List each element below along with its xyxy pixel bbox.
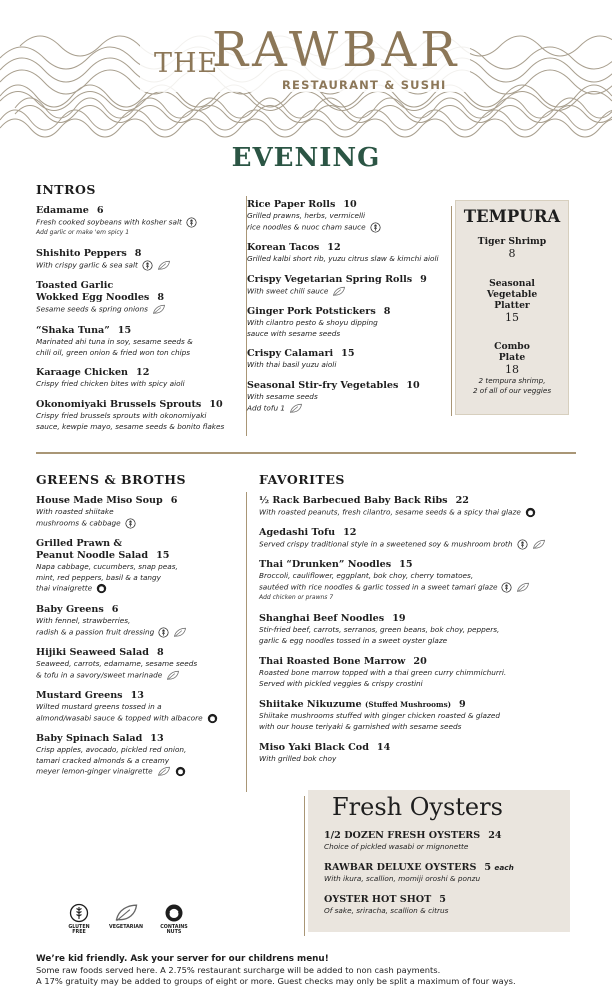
item-desc: chili oil, green onion & fried won ton chips [36, 347, 191, 357]
vegetarian-icon [157, 766, 171, 777]
item-desc: Broccoli, cauliflower, eggplant, bok choy, cherry tomatoes, [259, 571, 474, 580]
oysters-box [308, 790, 570, 932]
item-price: 5 [484, 862, 492, 873]
item-desc: with our house teriyaki & garnished with sesame seeds [259, 721, 462, 731]
item-price: 10 [343, 199, 357, 210]
item-name: Shishito Peppers [36, 248, 127, 259]
oysters-divider [304, 796, 305, 936]
item-price: 8 [134, 248, 142, 259]
tempura-divider [451, 206, 452, 416]
item-desc: Fresh cooked soybeans with kosher salt [36, 217, 182, 227]
greens-heading: GREENS & BROTHS [36, 472, 187, 487]
menu-item [36, 733, 186, 777]
vegetarian-icon [332, 286, 346, 297]
item-name: Seasonal Stir-fry Vegetables [247, 380, 399, 391]
gluten-free-icon [186, 217, 197, 228]
item-name: Agedashi Tofu [259, 527, 336, 538]
item-desc: garlic & egg noodles tossed in a sweet oyster glaze [259, 635, 448, 645]
item-desc: With thai basil yuzu aioli [247, 360, 337, 369]
menu-item [36, 399, 224, 432]
contains-nuts-icon [207, 713, 218, 724]
item-price: 15 [117, 325, 132, 336]
menu-item [259, 495, 536, 518]
item-name: Thai Roasted Bone Marrow [259, 656, 406, 667]
menu-item [247, 348, 355, 371]
legend-vegetarian [108, 902, 144, 930]
item-price: 15 [399, 559, 413, 570]
item-desc: Grilled prawns, herbs, vermicelli [247, 211, 366, 220]
footer-gratuity: A 17% gratuity may be added to groups of eight or more. Guest checks may only be split a maximum of four ways. [36, 976, 516, 986]
column-divider [246, 492, 247, 792]
menu-item [324, 894, 448, 917]
item-name: Shanghai Beef Noodles [259, 613, 385, 624]
gluten-free-icon [125, 518, 136, 529]
item-desc: Crisp apples, avocado, pickled red onion, [36, 745, 187, 754]
item-name: Rice Paper Rolls [247, 199, 336, 210]
item-name: Crispy Calamari [247, 348, 334, 359]
item-desc: Served with pickled veggies & crispy crostini [259, 678, 423, 688]
tempura-item [456, 341, 568, 396]
item-desc: meyer lemon-ginger vinaigrette [36, 766, 153, 776]
tempura-item [456, 236, 568, 260]
item-name: OYSTER HOT SHOT [324, 894, 432, 905]
item-name-line1: Toasted Garlic [36, 280, 114, 291]
item-name: Wokked Egg Noodles [36, 292, 150, 303]
item-name: Ginger Pork Potstickers [247, 306, 376, 317]
item-name: Mustard Greens [36, 690, 123, 701]
item-name: Peanut Noodle Salad [36, 550, 149, 561]
item-desc: almond/wasabi sauce & topped with albacore [36, 713, 203, 723]
item-name: House Made Miso Soup [36, 495, 163, 506]
oysters-heading: Fresh Oysters [332, 793, 503, 821]
menu-item [259, 742, 390, 765]
item-desc: mint, red peppers, basil & a tangy [36, 572, 162, 582]
item-price: 22 [455, 495, 469, 506]
footer [36, 953, 581, 987]
item-price: 8 [156, 647, 164, 658]
item-price: 9 [420, 274, 427, 285]
item-desc: Stir-fried beef, carrots, serranos, green beans, bok choy, peppers, [259, 625, 500, 634]
legend-contains-nuts [153, 902, 195, 935]
item-desc: With fennel, strawberries, [36, 616, 131, 625]
item-price: 5 [439, 894, 446, 905]
item-desc: Add tofu 1 [247, 403, 286, 413]
tempura-item [456, 278, 568, 324]
item-desc: Choice of pickled wasabi or mignonette [324, 842, 469, 851]
gluten-free-icon [69, 903, 89, 923]
item-name: Thai “Drunken” Noodles [259, 559, 392, 570]
vegetarian-icon [114, 903, 139, 923]
header-banner [0, 0, 612, 140]
item-name: Baby Spinach Salad [36, 733, 143, 744]
gluten-free-icon [158, 627, 169, 638]
vegetarian-icon [173, 627, 187, 638]
item-price: 13 [150, 733, 164, 744]
item-desc: 2 tempura shrimp, [478, 376, 546, 385]
item-name: Karaage Chicken [36, 367, 129, 378]
item-desc: Napa cabbage, cucumbers, snap peas, [36, 562, 178, 571]
item-name: Miso Yaki Black Cod [259, 742, 369, 753]
item-desc: radish & a passion fruit dressing [36, 627, 155, 637]
item-price: 6 [96, 205, 104, 216]
menu-item [324, 862, 514, 885]
vegetarian-icon [152, 304, 166, 315]
item-price: 15 [505, 311, 519, 324]
item-price: 6 [111, 604, 119, 615]
item-price: 8 [508, 247, 516, 260]
gluten-free-icon [501, 582, 512, 593]
menu-item [36, 248, 171, 271]
item-name: Korean Tacos [247, 242, 320, 253]
menu-item [36, 690, 218, 724]
menu-item [36, 325, 193, 358]
intros-heading: INTROS [36, 182, 96, 197]
logo-subtitle: RESTAURANT & SUSHI [282, 78, 447, 92]
vegetarian-icon [157, 260, 171, 271]
item-desc: Marinated ahi tuna in soy, sesame seeds & [36, 337, 193, 346]
vegetarian-icon [532, 539, 546, 550]
item-desc: sauce with sesame seeds [247, 328, 341, 338]
item-unit: each [494, 863, 514, 872]
item-price: 8 [383, 306, 391, 317]
item-desc: With cilantro pesto & shoyu dipping [247, 318, 378, 327]
vegetarian-icon [166, 670, 180, 681]
item-price: 15 [341, 348, 355, 359]
item-desc: Roasted bone marrow topped with a thai green curry chimmichurri. [259, 668, 507, 677]
item-note: Add garlic or make 'em spicy 1 [36, 229, 130, 237]
item-desc: rice noodles & nuoc cham sauce [247, 222, 366, 232]
item-desc: Sesame seeds & spring onions [36, 304, 148, 314]
menu-item [259, 527, 546, 550]
logo-the: THE [154, 48, 219, 79]
item-desc: sautéed with rice noodles & garlic tossed in a sweet tamari glaze [259, 582, 498, 592]
menu-item [259, 559, 530, 602]
menu-item [259, 613, 499, 646]
item-price: 12 [327, 242, 341, 253]
item-price: 15 [156, 550, 170, 561]
footer-kid-friendly: We’re kid friendly. Ask your server for our childrens menu! [36, 954, 329, 964]
menu-item [247, 242, 439, 265]
legend-gluten-free [64, 902, 94, 935]
item-name: “Shaka Tuna” [36, 325, 110, 336]
item-desc: Wilted mustard greens tossed in a [36, 702, 162, 711]
item-desc: With roasted peanuts, fresh cilantro, sesame seeds & a spicy thai glaze [259, 507, 521, 517]
item-desc: Crispy fried chicken bites with spicy aioli [36, 379, 185, 388]
item-name: Tiger Shrimp [477, 236, 547, 247]
menu-item [36, 205, 197, 237]
item-price: 8 [157, 292, 165, 303]
legend-label: CONTAINS NUTS [160, 924, 188, 935]
vegetarian-icon [289, 403, 303, 414]
item-price: 9 [459, 699, 466, 710]
item-name: Vegetable [486, 289, 538, 300]
item-desc: & tofu in a savory/sweet marinade [36, 670, 163, 680]
item-name: Hijiki Seaweed Salad [36, 647, 149, 658]
item-name: Shiitake Nikuzume [259, 699, 362, 710]
menu-item [259, 699, 500, 732]
item-desc: thai vinaigrette [36, 583, 93, 593]
section-divider [36, 452, 576, 454]
menu-item [36, 280, 166, 315]
item-price: 12 [136, 367, 150, 378]
item-desc: With sweet chili sauce [247, 286, 329, 296]
contains-nuts-icon [164, 903, 184, 923]
item-name: Plate [498, 352, 526, 363]
item-price: 10 [406, 380, 420, 391]
item-desc: Crispy fried brussels sprouts with okonomiyaki [36, 411, 207, 420]
item-name: Edamame [36, 205, 89, 216]
item-desc: With ikura, scallion, momiji oroshi & ponzu [324, 874, 481, 883]
menu-item [324, 830, 502, 853]
item-desc: Served crispy traditional style in a sweetened soy & mushroom broth [259, 539, 513, 549]
menu-item [247, 199, 381, 233]
menu-item [247, 380, 420, 414]
item-desc: Seaweed, carrots, edamame, sesame seeds [36, 659, 198, 668]
item-price: 14 [376, 742, 391, 753]
menu-item [259, 656, 506, 689]
tempura-box [455, 200, 569, 415]
item-desc: With grilled bok choy [259, 754, 337, 763]
item-desc: With sesame seeds [247, 392, 318, 401]
logo-name: RAWBAR [212, 22, 461, 78]
item-desc: tamari cracked almonds & a creamy [36, 755, 170, 765]
item-desc: Grilled kalbi short rib, yuzu citrus slaw & kimchi aioli [247, 254, 439, 263]
contains-nuts-icon [175, 766, 186, 777]
item-desc: mushrooms & cabbage [36, 518, 121, 528]
item-name: 1/2 DOZEN FRESH OYSTERS [324, 830, 481, 841]
item-name: RAWBAR DELUXE OYSTERS [324, 862, 477, 873]
item-name: Combo [494, 341, 530, 352]
item-name: Seasonal [489, 278, 535, 289]
menu-item [36, 538, 178, 594]
item-name-line1: Grilled Prawn & [36, 538, 123, 549]
item-name: ½ Rack Barbecued Baby Back Ribs [259, 495, 448, 506]
item-price: 13 [130, 690, 144, 701]
item-price: 6 [170, 495, 178, 506]
item-name: Baby Greens [36, 604, 104, 615]
gluten-free-icon [142, 260, 153, 271]
item-price: 12 [343, 527, 357, 538]
item-desc: Shiitake mushrooms stuffed with ginger chicken roasted & glazed [259, 711, 500, 720]
tempura-heading: TEMPURA [463, 207, 561, 226]
vegetarian-icon [516, 582, 530, 593]
footer-surcharge: Some raw foods served here. A 2.75% restaurant surcharge will be added to non cash payments. [36, 965, 441, 975]
item-price: 19 [392, 613, 406, 624]
contains-nuts-icon [525, 507, 536, 518]
item-desc: 2 of all of our veggies [472, 386, 552, 395]
gluten-free-icon [370, 222, 381, 233]
item-price: 20 [413, 656, 427, 667]
item-desc: With roasted shiitake [36, 507, 114, 516]
item-price: 24 [488, 830, 502, 841]
gluten-free-icon [517, 539, 528, 550]
page-title: EVENING [231, 143, 381, 173]
contains-nuts-icon [96, 583, 107, 594]
menu-item [36, 604, 187, 638]
legend-label: GLUTEN FREE [68, 924, 90, 935]
item-price: 18 [505, 363, 519, 376]
item-note: Add chicken or prawns 7 [259, 593, 334, 601]
item-price: 10 [209, 399, 223, 410]
item-name: Crispy Vegetarian Spring Rolls [247, 274, 413, 285]
menu-item [247, 274, 427, 297]
legend-label: VEGETARIAN [108, 924, 144, 930]
menu-item [36, 495, 177, 529]
favorites-heading: FAVORITES [259, 472, 345, 487]
restaurant-logo [150, 18, 460, 108]
item-name: Okonomiyaki Brussels Sprouts [36, 399, 202, 410]
item-desc: Of sake, sriracha, scallion & citrus [324, 906, 449, 915]
menu-item [36, 367, 185, 390]
menu-item [247, 306, 390, 339]
item-name: Platter [494, 300, 530, 311]
menu-item [36, 647, 197, 681]
item-desc: With crispy garlic & sea salt [36, 260, 138, 270]
item-name-note: (Stuffed Mushrooms) [365, 700, 452, 709]
item-desc: sauce, kewpie mayo, sesame seeds & bonito flakes [36, 421, 225, 431]
